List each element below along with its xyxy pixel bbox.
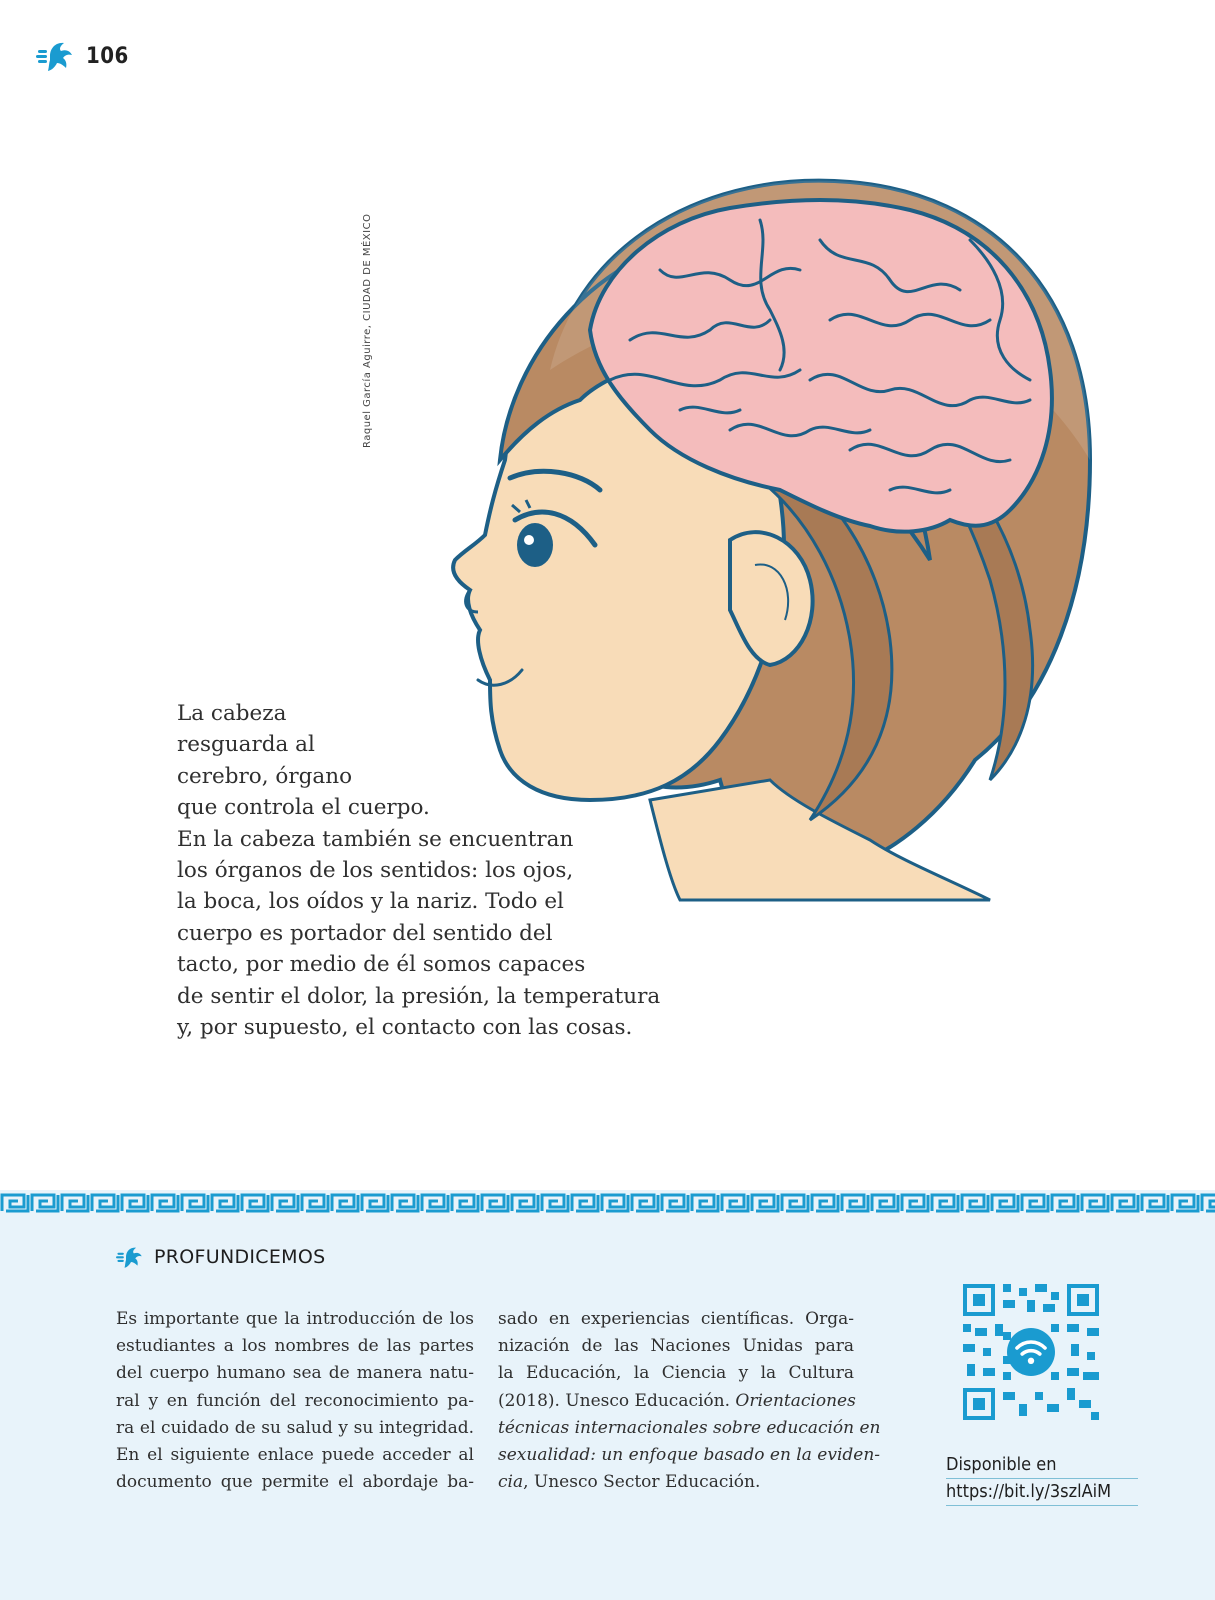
profundicemos-text-left bbox=[116, 1306, 474, 1496]
paragraph-line: ral y en función del reconocimiento pa- bbox=[116, 1390, 474, 1411]
section-title-text: PROFUNDICEMOS bbox=[154, 1246, 326, 1268]
citation-title: sexualidad: un enfoque basado en la eviden- bbox=[498, 1445, 881, 1466]
main-text-line: tacto, por medio de él somos capaces bbox=[177, 952, 586, 978]
main-text-line: resguarda al bbox=[177, 732, 315, 758]
paragraph-line: nización de las Naciones Unidas para bbox=[498, 1336, 854, 1357]
qr-caption bbox=[946, 1452, 1138, 1506]
paragraph-line: la Educación, la Ciencia y la Cultura bbox=[498, 1363, 854, 1384]
main-text-line: cuerpo es portador del sentido del bbox=[177, 920, 553, 946]
paragraph-line: del cuerpo humano sea de manera natu- bbox=[116, 1363, 474, 1384]
qr-caption-label: Disponible en bbox=[946, 1452, 1138, 1479]
paragraph-line bbox=[498, 1388, 854, 1415]
bird-logo-icon bbox=[36, 38, 78, 74]
main-text-line: cerebro, órgano bbox=[177, 763, 353, 789]
qr-link[interactable]: https://bit.ly/3szlAiM bbox=[946, 1479, 1138, 1506]
paragraph-line bbox=[498, 1415, 881, 1442]
page-number: 106 bbox=[86, 43, 129, 69]
paragraph-line: documento que permite el abordaje ba- bbox=[116, 1472, 474, 1493]
eye bbox=[517, 523, 553, 567]
page-header bbox=[36, 38, 129, 74]
paragraph-line bbox=[498, 1469, 854, 1496]
bird-logo-icon bbox=[116, 1244, 146, 1270]
paragraph-line: sado en experiencias científicas. Orga- bbox=[498, 1309, 854, 1329]
main-text-line: de sentir el dolor, la presión, la temperatura bbox=[177, 983, 661, 1009]
citation-text: (2018). Unesco Educación. bbox=[498, 1390, 736, 1411]
paragraph-line: estudiantes a los nombres de las partes bbox=[116, 1336, 474, 1357]
main-text-line: En la cabeza también se encuentran bbox=[177, 826, 574, 852]
main-text-line: y, por supuesto, el contacto con las cosas. bbox=[177, 1015, 633, 1041]
citation-title: cia bbox=[498, 1472, 524, 1493]
illustration-credit: Raquel García Aguirre, CIUDAD DE MÉXICO bbox=[362, 213, 373, 448]
paragraph-line: Es importante que la introducción de los bbox=[116, 1309, 474, 1329]
main-text-line: que controla el cuerpo. bbox=[177, 795, 430, 821]
greek-key-border bbox=[0, 1190, 1215, 1216]
paragraph-line: ra el cuidado de su salud y su integridad. bbox=[116, 1417, 474, 1438]
main-text-line: La cabeza bbox=[177, 701, 287, 726]
main-text-line: los órganos de los sentidos: los ojos, bbox=[177, 858, 574, 884]
qr-code[interactable] bbox=[963, 1284, 1099, 1420]
citation-title: Orientaciones bbox=[735, 1390, 856, 1411]
paragraph-line: En el siguiente enlace puede acceder al bbox=[116, 1445, 474, 1466]
section-title bbox=[116, 1244, 325, 1270]
paragraph-line bbox=[498, 1442, 881, 1469]
main-text-line: la boca, los oídos y la nariz. Todo el bbox=[177, 889, 564, 915]
citation-text: , Unesco Sector Educación. bbox=[523, 1472, 761, 1493]
main-text bbox=[177, 698, 737, 1043]
profundicemos-text-right bbox=[498, 1306, 881, 1496]
citation-title: técnicas internacionales sobre educación en bbox=[498, 1417, 881, 1438]
